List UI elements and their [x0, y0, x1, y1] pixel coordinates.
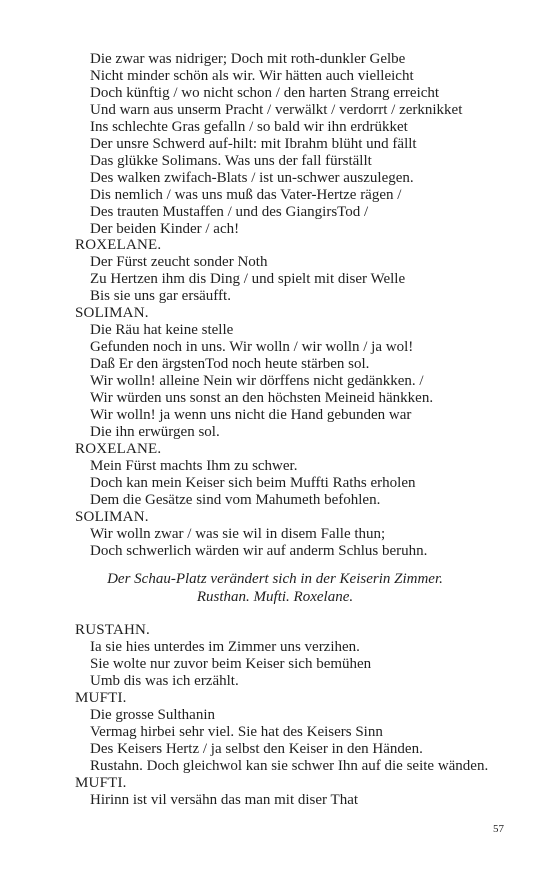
verse-line: Daß Er den ärgstenTod noch heute stärben sol.	[90, 356, 370, 373]
verse-line: Die zwar was nidriger; Doch mit roth-dunkler Gelbe	[90, 51, 406, 67]
verse-line: Der Fürst zeucht sonder Noth	[90, 254, 268, 271]
verse-line: Wir wolln zwar / was sie wil in disem Falle thun;	[90, 525, 386, 542]
verse-line: Die grosse Sulthanin	[90, 706, 215, 723]
speaker-name: SOLIMAN.	[75, 508, 149, 525]
speaker-name: ROXELANE.	[75, 440, 162, 457]
verse-line: Umb dis was ich erzählt.	[90, 672, 239, 689]
verse-line: Und warn aus unserm Pracht / verwälkt / verdorrt / zerknikket	[90, 101, 463, 118]
speaker-name: RUSTAHN.	[75, 622, 150, 638]
stage-direction-line: Rusthan. Mufti. Roxelane.	[196, 588, 354, 605]
verse-line: Bis sie uns gar ersäufft.	[90, 288, 231, 305]
verse-line: Wir wolln! ja wenn uns nicht die Hand gebunden war	[90, 406, 412, 423]
verse-line: Zu Hertzen ihm dis Ding / und spielt mit diser Welle	[90, 271, 406, 288]
verse-line: Wir wolln! alleine Nein wir dörffens nicht gedänkken. /	[90, 373, 424, 390]
verse-line: Der beiden Kinder / ach!	[90, 220, 240, 237]
verse-line: Dis nemlich / was uns muß das Vater-Hertze rägen /	[90, 186, 402, 203]
verse-line: Ia sie hies unterdes im Zimmer uns verzihen.	[90, 638, 360, 655]
verse-line: Sie wolte nur zuvor beim Keiser sich bemühen	[90, 655, 372, 672]
verse-line: Gefunden noch in uns. Wir wolln / wir wolln / ja wol!	[90, 339, 414, 356]
verse-line: Des trauten Mustaffen / und des GiangirsTod /	[90, 203, 369, 220]
stage-direction-line: Der Schau-Platz verändert sich in der Keiserin Zimmer.	[107, 571, 443, 587]
verse-line: Nicht minder schön als wir. Wir hätten auch vielleicht	[90, 67, 414, 84]
verse-line: Die ihn erwürgen sol.	[90, 423, 220, 440]
speaker-name: SOLIMAN.	[75, 305, 149, 322]
verse-line: Hirinn ist vil versähn das man mit diser That	[90, 791, 359, 808]
verse-line: Rustahn. Doch gleichwol kan sie schwer Ihn auf die seite wänden.	[90, 757, 489, 774]
verse-line: Doch kan mein Keiser sich beim Muffti Raths erholen	[90, 474, 416, 491]
verse-line: Das glükke Solimans. Was uns der fall fürställt	[90, 152, 372, 169]
verse-line: Dem die Gesätze sind vom Mahumeth befohlen.	[90, 491, 381, 508]
verse-line: Der unsre Schwerd auf-hilt: mit Ibrahm blüht und fällt	[90, 135, 417, 152]
speaker-name: MUFTI.	[75, 774, 127, 791]
verse-line: Doch künftig / wo nicht schon / den harten Strang erreicht	[90, 84, 440, 101]
verse-line: Die Räu hat keine stelle	[90, 322, 234, 339]
speaker-name: ROXELANE.	[75, 237, 162, 254]
verse-line: Des walken zwifach-Blats / ist un-schwer auszulegen.	[90, 169, 414, 186]
verse-line: Mein Fürst machts Ihm zu schwer.	[90, 457, 298, 474]
page-number: 57	[493, 823, 504, 835]
verse-line: Doch schwerlich wärden wir auf anderm Schlus beruhn.	[90, 542, 428, 559]
verse-line: Des Keisers Hertz / ja selbst den Keiser in den Händen.	[90, 740, 423, 757]
verse-line: Wir würden uns sonst an den höchsten Meineid hänkken.	[90, 390, 434, 406]
verse-line: Vermag hirbei sehr viel. Sie hat des Keisers Sinn	[90, 723, 383, 740]
verse-line: Ins schlechte Gras gefalln / so bald wir ihn erdrükket	[90, 118, 408, 135]
speaker-name: MUFTI.	[75, 689, 127, 706]
